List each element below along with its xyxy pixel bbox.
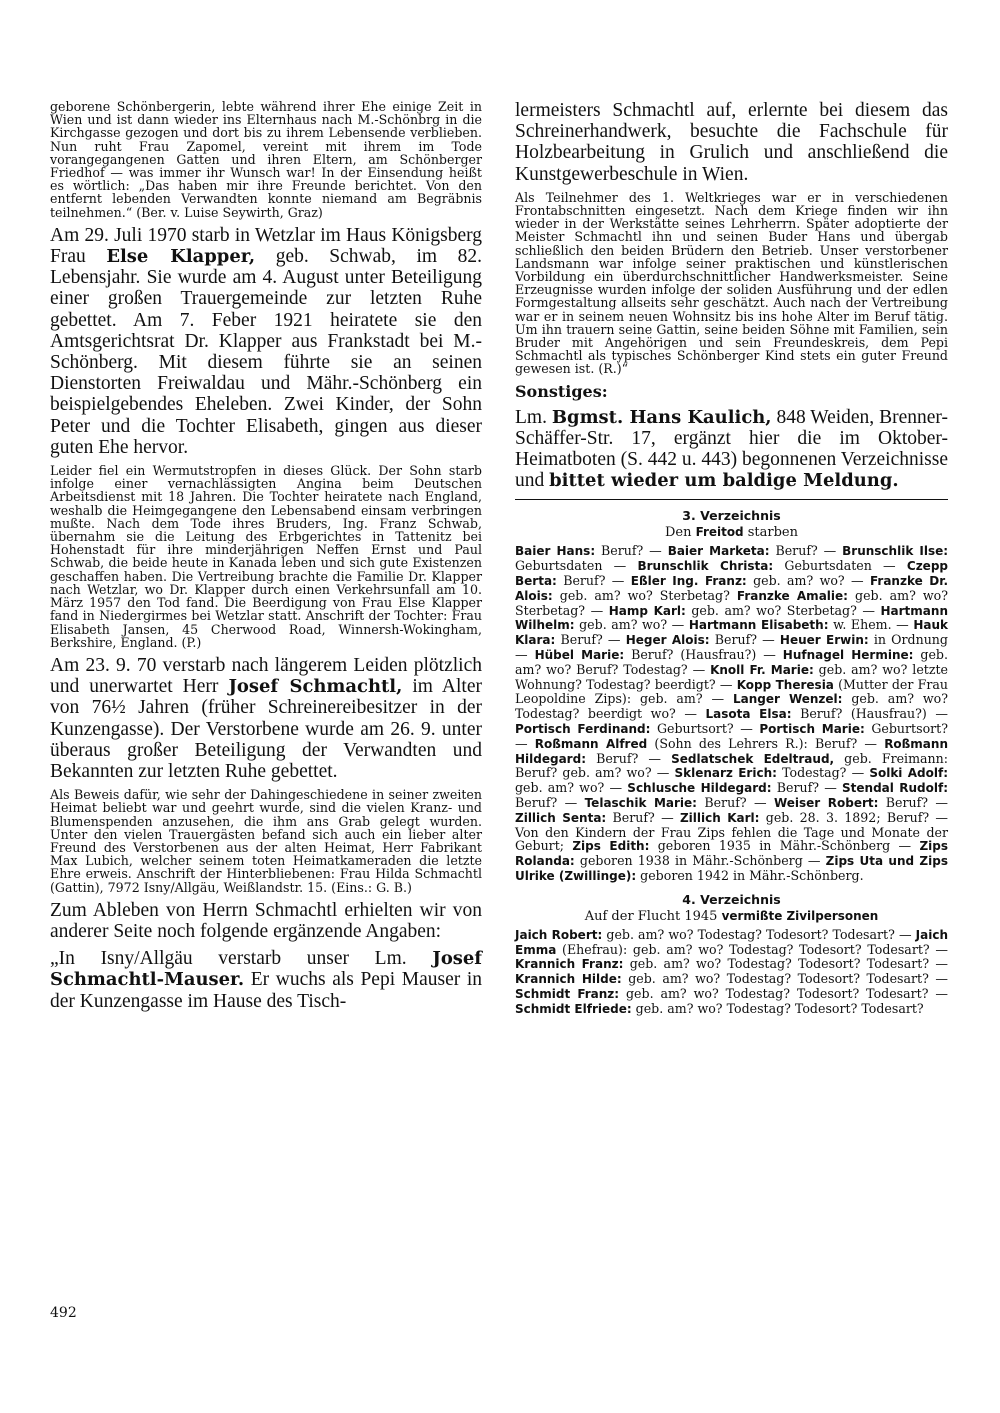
person-name: Knoll Fr. Marie: xyxy=(710,662,814,677)
person-details: Beruf? (Hausfrau?) — xyxy=(624,647,783,663)
person-details: Geburtsdaten — xyxy=(515,558,638,574)
person-name: Hartmann Elisabeth: xyxy=(688,618,829,633)
person-details: (Sohn des Lehrers R.): Beruf? — xyxy=(647,735,885,751)
person-details: in Ordnung — xyxy=(515,632,948,663)
person-name: Eßler Ing. Franz: xyxy=(630,574,747,589)
heading-sonstiges: Sonstiges: xyxy=(515,381,608,401)
person-details: (Mutter der Frau Leopoldine Zips): geb. am? — xyxy=(515,676,948,707)
person-name: Baier Marketa: xyxy=(667,544,770,559)
request-meldung: bittet wieder um baldige Meldung. xyxy=(549,470,899,492)
person-name: Schmidt Franz: xyxy=(515,986,620,1001)
person-details: geb. am? wo? Todestag? Todesort? Todesart? — xyxy=(602,926,916,942)
paragraph-kaulich: Lm. Bgmst. Hans Kaulich, 848 Weiden, Brenner-Schäffer-Str. 17, ergänzt hier die im Oktober-Heimatboten (S. 442 u. 443) begonnenen Verzeichnisse und bittet wieder um baldige Meldung. xyxy=(515,406,948,492)
person-name: Hübel Marie: xyxy=(534,648,625,663)
person-details: Beruf? — xyxy=(709,632,780,648)
person-details: (Ehefrau): geb. am? wo? Todestag? Todesort? Todesart? — xyxy=(556,941,948,957)
divider xyxy=(515,499,948,500)
person-details: geb. am? wo? letzte Wohnung? Todestag? beerdigt? — xyxy=(515,661,948,692)
person-name: Zillich Karl: xyxy=(679,810,760,825)
person-details: geb. am? wo? Sterbetag? — xyxy=(515,587,948,618)
person-name: Schmidt Elfriede: xyxy=(515,1001,632,1016)
person-name: Stendal Rudolf: xyxy=(842,781,949,796)
person-details: geb. am? wo? Todestag? Todesort? Todesart? xyxy=(631,1000,924,1016)
verzeichnis-3-list xyxy=(515,544,948,883)
person-name: Heuer Erwin: xyxy=(779,633,869,648)
person-details: geb. Freimann: Beruf? geb. am? wo? — xyxy=(515,750,948,781)
person-details: Beruf? — xyxy=(556,573,631,589)
person-name: Kopp Theresia xyxy=(736,677,834,692)
person-details: Todestag? — xyxy=(776,765,870,781)
person-name: Hauk Klara: xyxy=(515,618,948,648)
person-details: geb. am? wo? Sterbetag? xyxy=(552,587,737,603)
person-details: geb. am? wo? — xyxy=(515,780,628,796)
person-details: Geburtsort? — xyxy=(515,721,948,751)
person-name: Sedlatschek Edeltraud, xyxy=(671,751,835,766)
person-details: geb. am? wo? Sterbetag? — xyxy=(685,602,881,618)
person-name: Krannich Franz: xyxy=(515,957,624,972)
person-name: Portisch Ferdinand: xyxy=(515,722,651,737)
person-details: w. Ehem. — xyxy=(828,617,914,633)
person-name: Brunschlik Christa: xyxy=(637,559,774,574)
verzeichnis-3-title: 3. Verzeichnis xyxy=(682,508,781,524)
person-details: geb. am? wo? — xyxy=(574,617,689,633)
person-name: Zips Edith: xyxy=(572,839,650,854)
person-name: Czepp Berta: xyxy=(515,559,948,589)
person-details: geb. am? wo? Todestag? Todesort? Todesart? — xyxy=(623,956,948,972)
person-name: Heger Alois: xyxy=(625,633,710,648)
person-name: Roßmann Hildegard: xyxy=(515,736,948,766)
person-name: Solki Adolf: xyxy=(869,766,948,781)
person-details: geb. 28. 3. 1892; Beruf? — Von den Kindern der Frau Zips fehlen die Tage und Monate der Geburt; xyxy=(515,809,948,854)
paragraph-klapper: Am 29. Juli 1970 starb in Wetzlar im Haus Königsberg Frau Else Klapper, geb. Schwab, im 82. Lebensjahr. Sie wurde am 4. August unter Beteiligung einer großen Trauergemeinde zur letzten Ruhe gebettet. Am 7. Feber 1921 heiratete sie den Amtsgerichtsrat Dr. Klapper aus Frankstadt bei M.-Schönberg. Mit diesem führte sie an seinen Dienstorten Freiwaldau und Mähr.-Schönberg ein beispielgebendes Eheleben. Zwei Kinder, der Sohn Peter und die Tochter Elisabeth, gingen aus dieser guten Ehe hervor. xyxy=(50,224,483,458)
person-name: Telaschik Marie: xyxy=(584,796,697,811)
person-details: geb. am? wo? Todestag? beerdigt wo? — xyxy=(515,691,948,722)
person-name: Schlusche Hildegard: xyxy=(627,781,772,796)
person-name: Zips Rolanda: xyxy=(515,839,949,869)
person-details: geboren 1942 in Mähr.-Schönberg. xyxy=(636,868,864,883)
person-name: Weiser Robert: xyxy=(773,796,879,811)
person-name: Brunschlik Ilse: xyxy=(842,544,949,559)
left-column xyxy=(50,100,482,1012)
person-details: geb. am? wo? — xyxy=(746,573,870,589)
person-name: Jaich Emma xyxy=(515,927,948,957)
person-name: Roßmann Alfred xyxy=(534,736,648,751)
verzeichnis-4-title: 4. Verzeichnis xyxy=(682,891,781,907)
name-else-klapper: Else Klapper, xyxy=(106,246,256,268)
verzeichnis-3-subtitle: Den Freitod starben xyxy=(664,525,798,541)
person-name: Langer Wenzel: xyxy=(732,692,843,707)
person-details: Beruf? — xyxy=(595,543,668,559)
person-details: geboren 1935 in Mähr.-Schönberg — xyxy=(649,838,920,854)
right-column xyxy=(515,100,948,1017)
person-details: Beruf? — xyxy=(771,780,843,796)
person-name: Sklenarz Erich: xyxy=(674,766,777,781)
name-hans-kaulich: Bgmst. Hans Kaulich, xyxy=(551,406,772,428)
person-name: Zillich Senta: xyxy=(515,810,607,825)
person-details: Beruf? — xyxy=(696,795,774,811)
person-name: Baier Hans: xyxy=(515,544,596,559)
person-name: Portisch Marie: xyxy=(759,722,865,737)
person-name: Hufnagel Hermine: xyxy=(782,648,914,663)
person-details: Beruf? — xyxy=(515,795,585,811)
paragraph-schmachtl: Am 23. 9. 70 verstarb nach längerem Leiden plötzlich und unerwartet Herr Josef Schmachtl, im Alter von 76½ Jahren (früher Schreinereibesitzer in der Kunzengasse). Der Verstorbene wurde am 26. 9. unter überaus großer Beteiligung der Verwandten und Bekannten zur letzten Ruhe gebettet. xyxy=(50,654,482,782)
person-name: Zips Uta und Zips Ulrike (Zwillinge): xyxy=(515,854,948,883)
verzeichnis-4-subtitle: Auf der Flucht 1945 vermißte Zivilpersonen xyxy=(584,908,879,924)
person-name: Franzke Amalie: xyxy=(736,588,848,603)
person-name: Lasota Elsa: xyxy=(705,707,792,722)
person-name: Hamp Karl: xyxy=(608,603,686,618)
paragraph-ableben: Zum Ableben von Herrn Schmachtl erhielten wir von anderer Seite noch folgende ergänzende Angaben: xyxy=(50,899,482,942)
person-details: Beruf? — xyxy=(878,795,948,811)
person-details: Beruf? (Hausfrau?) — xyxy=(791,706,948,722)
person-details: geb. am? wo? Todestag? Todesort? Todesart? — xyxy=(619,985,948,1001)
person-name: Krannich Hilde: xyxy=(515,972,622,987)
page-number: 492 xyxy=(50,1305,77,1321)
paragraph-weltkrieg: Als Teilnehmer des 1. Weltkrieges war er in verschiedenen Frontabschnitten eingesetzt. Nach dem Kriege finden wir ihn wieder in der Werkstätte seines Lehrherrn. Später adoptierte der Meister Schmachtl ihn und seinen Buder Hans und übergab schließlich den beiden Brüdern den Betrieb. Unser verstorbener Landsmann war infolge seiner praktischen und künstlerischen Vorbildung ein überdurchschnittlicher Handwerksmeister. Seine Erzeugnisse wurden infolge der soliden Ausführung und der edlen Formgestaltung allseits sehr geschätzt. Auch nach der Vertreibung war er in seinem neuen Wohnsitz bis ins hohe Alter im Beruf tätig. Um ihn trauern seine Gattin, seine beiden Söhne mit Familien, sein Bruder mit Angehörigen und sein Freundeskreis, dem Pepi Schmachtl als typisches Schönberger Kind stets ein guter Freund gewesen ist. (R.)“ xyxy=(515,189,948,377)
person-details: Beruf? — xyxy=(586,750,672,766)
person-details: Beruf? — xyxy=(606,809,680,825)
name-schmachtl-mauser: Josef Schmachtl-Mauser. xyxy=(50,948,483,991)
person-details: Geburtsdaten — xyxy=(773,558,907,574)
paragraph-quote-start: „In Isny/Allgäu verstarb unser Lm. Josef Schmachtl-Mauser. Er wuchs als Pepi Mauser in der Kunzengasse im Hause des Tisch- xyxy=(50,948,483,1012)
person-details: geboren 1938 in Mähr.-Schönberg — xyxy=(574,853,826,869)
paragraph-lehrzeit: lermeisters Schmachtl auf, erlernte bei diesem das Schreinerhandwerk, besuchte die Fachschule für Holzbearbeitung in Grulich und anschließend die Kunstgewerbeschule in Wien. xyxy=(515,100,948,185)
person-details: geb. am? wo? Beruf? Todestag? — xyxy=(515,647,948,677)
person-details: Beruf? — xyxy=(769,543,843,559)
verzeichnis-4-list xyxy=(515,928,948,1017)
paragraph-klapper-details: Leider fiel ein Wermutstropfen in dieses Glück. Der Sohn starb infolge einer vernachlässigten Angina beim Deutschen Arbeitsdienst mit 18 Jahren. Die Tochter heiratete nach England, weshalb die Heimgegangene den Lebensabend einsam verbringen mußte. Nach dem Tode ihres Bruders, Ing. Franz Schwab, übernahm sie die Leitung des Erbgerichtes in Tattenitz bei Hohenstadt für ihre minderjährigen Neffen Ernst und Paul Schwab, die beide heute in Kanada leben und sich gute Existenzen geschaffen haben. Die Vertreibung brachte die Familie Dr. Klapper nach Wetzlar, wo Dr. Klapper durch einen Verkehrsunfall am 10. März 1957 den Tod fand. Die Beerdigung von Frau Else Klapper fand in Niedergirmes bei Wetzlar statt. Anschrift der Tochter: Frau Elisabeth Jansen, 45 Cherwood Road, Winnersh-Wokingham, Berkshire, England. (P.) xyxy=(50,463,482,650)
person-details: Beruf? — xyxy=(555,632,626,648)
person-details: Geburtsort? — xyxy=(650,721,760,737)
paragraph-schmachtl-details: Als Beweis dafür, wie sehr der Dahingeschiedene in seiner zweiten Heimat beliebt war und geehrt wurde, sind die vielen Kranz- und Blumenspenden anzusehen, die ihm ans Grab gelegt wurden. Unter den vielen Trauergästen befand sich auch ein lieber alter Freund des Verstorbenen aus der alten Heimat, Herr Fabrikant Max Lubich, welcher seinem toten Heimatkameraden die letzte Ehre erweis. Anschrift der Hinterbliebenen: Frau Hilda Schmachtl (Gattin), 7972 Isny/Allgäu, Weißlandstr. 15. (Eins.: G. B.) xyxy=(50,787,482,895)
paragraph-zapomel: geborene Schönbergerin, lebte während ihrer Ehe einige Zeit in Wien und ist dann wieder ins Elternhaus nach M.-Schönbrg in die Kirchgasse gezogen und dort bis zu ihrem Lebensende verblieben. Nun ruht Frau Zapomel, vereint mit ihrem im Tode vorangegangenen Gatten und ihren Eltern, am Schönberger Friedhof — was immer ihr Wunsch war! In der Einsendung heißt es wörtlich: „Das haben mir ihre Freunde berichtet. Von den entfernt lebenden Verwandten konnte niemand am Begräbnis teilnehmen.“ (Ber. v. Luise Seywirth, Graz) xyxy=(50,99,482,220)
person-name: Hartmann Wilhelm: xyxy=(515,603,948,633)
name-josef-schmachtl: Josef Schmachtl, xyxy=(228,676,403,698)
person-details: geb. am? wo? Todestag? Todesort? Todesart? — xyxy=(621,971,948,987)
person-name: Franzke Dr. Alois: xyxy=(515,574,949,603)
person-name: Jaich Robert: xyxy=(515,927,603,942)
